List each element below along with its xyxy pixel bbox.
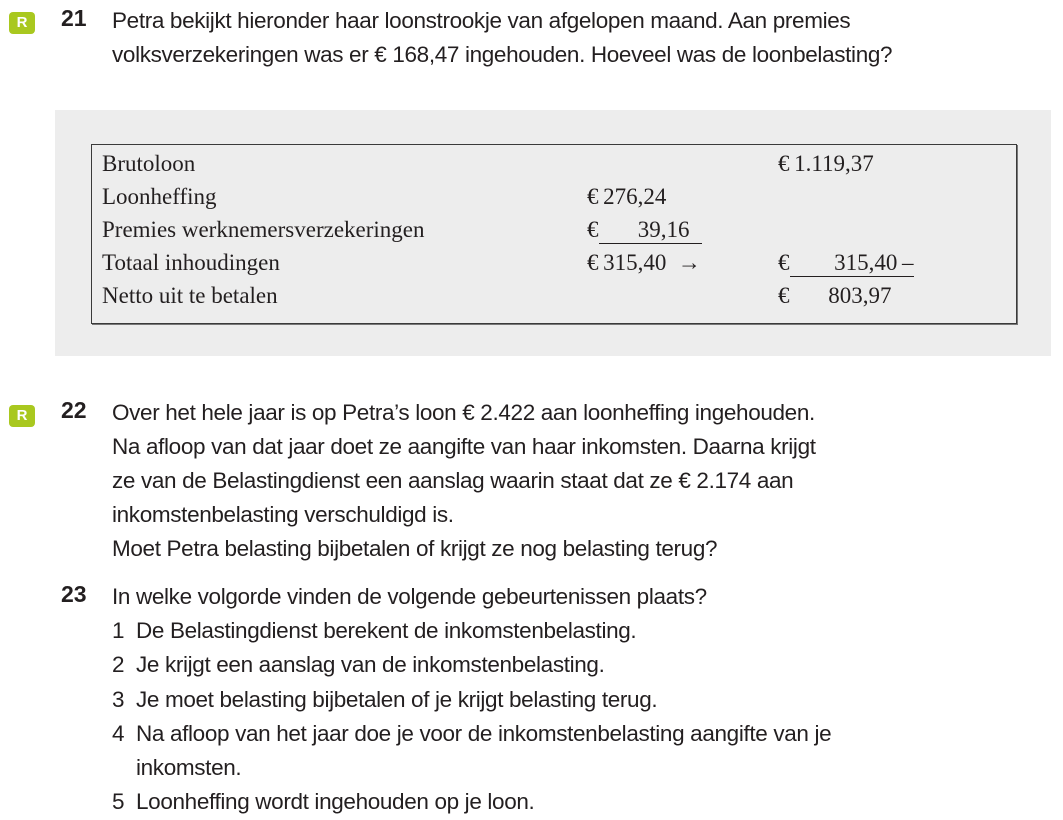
payslip-amount-sub	[587, 250, 701, 276]
item-number: 4	[112, 720, 125, 746]
euro-sign: €	[778, 283, 790, 308]
payslip-amount-sub	[587, 184, 666, 210]
list-item	[112, 648, 831, 682]
amount: 315,40	[834, 250, 898, 275]
payslip-row	[92, 217, 1016, 250]
question-line: Moet Petra belasting bijbetalen of krijgt ze nog belasting terug?	[112, 536, 718, 561]
payslip-label: Loonheffing	[102, 184, 217, 209]
question-number: 21	[61, 5, 87, 31]
payslip-amount-total	[778, 250, 914, 277]
payslip-label: Premies werknemersverzekeringen	[102, 217, 425, 242]
item-number: 3	[112, 686, 125, 712]
question-line: inkomstenbelasting verschuldigd is.	[112, 502, 454, 527]
question-line: Na afloop van dat jaar doet ze aangifte van haar inkomsten. Daarna krijgt	[112, 434, 816, 459]
amount: 315,40	[603, 250, 667, 275]
euro-sign: €	[778, 250, 790, 275]
item-number: 5	[112, 789, 125, 815]
payslip-amount-sub	[587, 217, 702, 244]
item-text: Je krijgt een aanslag van de inkomstenbelasting.	[136, 652, 605, 678]
payslip-row	[92, 151, 1016, 184]
payslip-row	[92, 250, 1016, 283]
payslip-row	[92, 184, 1016, 217]
question-line: volksverzekeringen was er € 168,47 ingehouden. Hoeveel was de loonbelasting?	[112, 42, 893, 67]
arrow-right-icon: →	[677, 250, 701, 275]
payslip-label: Netto uit te betalen	[102, 283, 278, 308]
question-text	[112, 580, 707, 614]
question-text	[112, 396, 816, 566]
payslip-table	[91, 144, 1017, 324]
item-text: inkomsten.	[136, 755, 242, 781]
euro-sign: €	[587, 250, 599, 275]
euro-sign: €	[778, 151, 790, 176]
amount: 1.119,37	[794, 151, 874, 176]
review-badge: R	[9, 12, 35, 34]
payslip-panel	[55, 110, 1051, 356]
minus-sign: –	[902, 250, 914, 275]
amount: 803,97	[828, 283, 892, 308]
question-number: 22	[61, 397, 87, 423]
question-line: ze van de Belastingdienst een aanslag waarin staat dat ze € 2.174 aan	[112, 468, 794, 493]
list-item	[112, 717, 831, 786]
euro-sign: €	[587, 217, 599, 242]
question-line: Petra bekijkt hieronder haar loonstrookje van afgelopen maand. Aan premies	[112, 8, 851, 33]
payslip-amount-total	[778, 283, 892, 309]
event-list	[112, 614, 831, 820]
item-number: 1	[112, 618, 125, 643]
payslip-row	[92, 283, 1016, 316]
review-badge: R	[9, 405, 35, 427]
payslip-label: Brutoloon	[102, 151, 196, 176]
amount: 276,24	[603, 184, 667, 209]
item-text: Loonheffing wordt ingehouden op je loon.	[136, 789, 535, 815]
list-item	[112, 614, 831, 648]
payslip-amount-total	[778, 151, 874, 177]
item-text: De Belastingdienst berekent de inkomstenbelasting.	[136, 618, 637, 643]
question-line: Over het hele jaar is op Petra’s loon € 2.422 aan loonheffing ingehouden.	[112, 400, 815, 425]
question-line: In welke volgorde vinden de volgende gebeurtenissen plaats?	[112, 584, 707, 609]
item-text: Na afloop van het jaar doe je voor de inkomstenbelasting aangifte van je	[136, 720, 832, 746]
payslip-label: Totaal inhoudingen	[102, 250, 280, 275]
question-number: 23	[61, 581, 87, 607]
item-text: Je moet belasting bijbetalen of je krijgt belasting terug.	[136, 686, 658, 712]
question-text	[112, 4, 892, 72]
list-item	[112, 683, 831, 717]
item-number: 2	[112, 652, 125, 678]
list-item	[112, 785, 831, 819]
amount: 39,16	[637, 217, 690, 242]
euro-sign: €	[587, 184, 599, 209]
